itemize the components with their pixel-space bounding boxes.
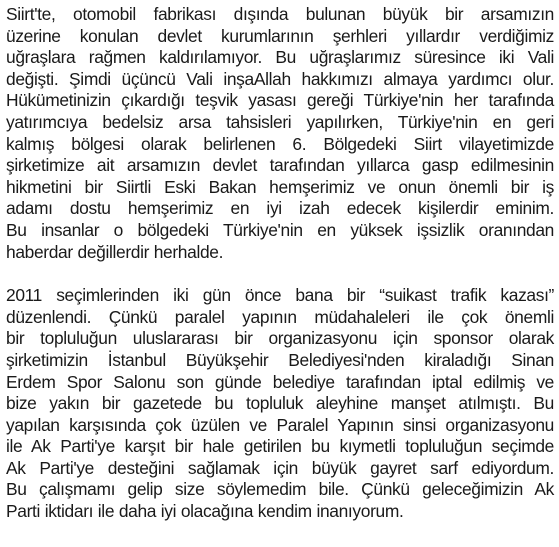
text-line: Erdem Spor Salonu son günde belediye tarafından iptal edilmiş ve	[6, 371, 554, 392]
text-line: üzerine konulan devlet kurumlarının şerhleri yıllardır verdiğimiz	[6, 25, 554, 46]
text-line: Siirt'te, otomobil fabrikası dışında bulunan büyük bir arsamızın	[6, 4, 554, 24]
text-line: haberdar değillerdir herhalde.	[6, 241, 224, 262]
text-line: şirketimizin İstanbul Büyükşehir Belediyesi'nden kiraladığı Sinan	[6, 349, 554, 370]
text-line: Parti iktidarı ile daha iyi olacağına kendim inanıyorum.	[6, 501, 404, 522]
text-line: uğraşlara rağmen kaldırılamıyor. Bu uğraşlarımız süresince iki Vali	[6, 47, 554, 68]
text-line: Bu insanlar o bölgedeki Türkiye'nin en yüksek işsizlik oranından	[6, 219, 554, 240]
text-line: adamı dostu hemşerimiz en iyi izah edecek kişilerdir eminim.	[6, 198, 554, 219]
text-line: ile Ak Parti'ye karşıt bir hale getirilen bu kıymetli topluluğun seçimde	[6, 436, 554, 457]
text-line: bir topluluğun uluslararası bir organizasyonu için sponsor olarak	[6, 328, 554, 349]
text-line: Bu çalışmamı gelip size söylemedim bile. Çünkü geleceğimizin Ak	[6, 479, 554, 500]
paragraph-spacer	[6, 263, 554, 285]
text-line: düzenlendi. Çünkü paralel yapının müdahaleleri ile çok önemli	[6, 306, 554, 327]
text-line: Hükümetinizin çıkardığı teşvik yasası gereği Türkiye'nin her tarafında	[6, 90, 554, 111]
paragraph-2	[6, 285, 554, 523]
document-page	[6, 4, 554, 523]
text-line: değişti. Şimdi üçüncü Vali inşaAllah hakkımızı almaya yardımcı olur.	[6, 68, 554, 89]
text-line: Ak Parti'ye desteğini sağlamak için büyük gayret sarf ediyordum.	[6, 457, 554, 478]
text-line: hikmetini bir Siirtli Eski Bakan hemşerimiz ve onun önemli bir iş	[6, 176, 554, 197]
text-line: yapılan karşısında çok üzülen ve Paralel Yapının sinsi organizasyonu	[6, 414, 554, 435]
text-line: yatırımcıya bedelsiz arsa tahsisleri yapılırken, Türkiye'nin en geri	[6, 111, 554, 132]
paragraph-1	[6, 4, 554, 263]
text-line: kalmış bölgesi olarak belirlenen 6. Bölgedeki Siirt vilayetimizde	[6, 133, 554, 154]
text-line: 2011 seçimlerinden iki gün önce bana bir “suikast trafik kazası”	[6, 285, 554, 306]
text-line: bize yakın bir gazetede bu topluluk aleyhine manşet atılmıştı. Bu	[6, 393, 554, 414]
text-line: şirketimize ait arsamızın devlet tarafından yıllarca gasp edilmesinin	[6, 155, 554, 176]
